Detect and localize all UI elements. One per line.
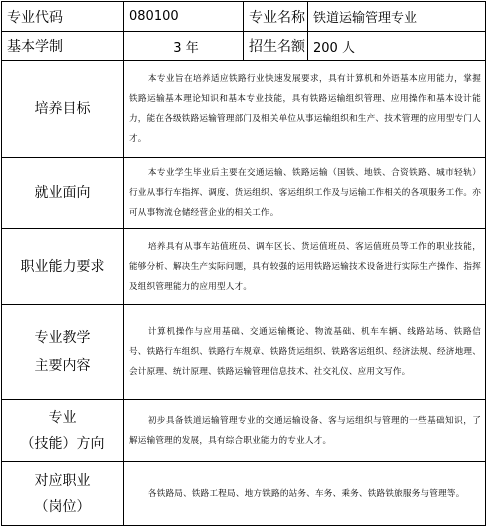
ability-label: 职业能力要求 — [2, 229, 124, 305]
content-text: 计算机操作与应用基础、交通运输概论、物流基础、机车车辆、线路站场、铁路信号、铁路行车组织、铁路行车规章、铁路货运组织、铁路客运组织、经济法规、经济地理、会计原理、统计原理、铁路运输管理信息技术、社交礼仪、应用文写作。 — [129, 327, 481, 377]
goal-text: 本专业旨在培养适应铁路行业快速发展要求，具有计算机和外语基本应用能力，掌握铁路运输基本理论知识和基本专业技能，具有铁路运输组织管理、应用操作和基本设计能力，能在各级铁路运输管理部门及相关单位从事运输组织和生产、技术管理的应用型专门人才。 — [129, 74, 481, 144]
ability-text: 培养具有从事车站值班员、调车区长、货运值班员、客运值班员等工作的职业技能，能够分析、解决生产实际问题，具有较强的运用铁路运输技术设备进行实际生产操作、指挥及组织管理能力的应用型人才。 — [129, 241, 481, 292]
name-value: 铁道运输管理专业 — [308, 2, 486, 32]
row-position — [2, 462, 486, 526]
row-content — [2, 305, 486, 400]
duration-value: 3 年 — [124, 32, 244, 61]
employment-label: 就业面向 — [2, 158, 124, 229]
position-text: 各铁路局、铁路工程局、地方铁路的站务、车务、乘务、铁路铁旅服务与管理等。 — [147, 488, 465, 499]
row-goal — [2, 61, 486, 158]
position-label — [2, 462, 124, 526]
direction-label-line2: （技能）方向 — [20, 435, 105, 452]
employment-text: 本专业学生毕业后主要在交通运输、铁路运输（国铁、地铁、合资铁路、城市轻轨）行业从事行车指挥、调度、货运组织、客运组织工作及与运输工作相关的各项服务工作。亦可从事物流仓储经营企业的相关工作。 — [129, 168, 481, 218]
row-employment — [2, 158, 486, 229]
position-label-line1: 对应职业 — [34, 472, 91, 489]
program-info-table — [1, 1, 486, 526]
goal-label: 培养目标 — [2, 61, 124, 158]
name-label: 专业名称 — [244, 2, 308, 32]
position-label-line2: （岗位） — [34, 498, 91, 515]
direction-label — [2, 400, 124, 462]
code-value: 080100 — [124, 2, 244, 32]
content-label-line2: 主要内容 — [34, 358, 91, 374]
duration-label: 基本学制 — [2, 32, 124, 61]
row-program-code — [2, 2, 486, 32]
direction-text: 初步具备铁道运输管理专业的交通运输设备、客与运组织与管理的一些基础知识，了解运输管理的发展，具有综合职业能力的专业人才。 — [129, 415, 481, 446]
row-ability — [2, 229, 486, 305]
direction-label-line1: 专业 — [48, 409, 77, 426]
content-label-line1: 专业教学 — [34, 330, 91, 346]
code-label: 专业代码 — [2, 2, 124, 32]
content-label — [2, 305, 124, 400]
row-direction — [2, 400, 486, 462]
row-duration — [2, 32, 486, 61]
enroll-value: 200 人 — [308, 32, 486, 61]
enroll-label: 招生名额 — [244, 32, 308, 61]
